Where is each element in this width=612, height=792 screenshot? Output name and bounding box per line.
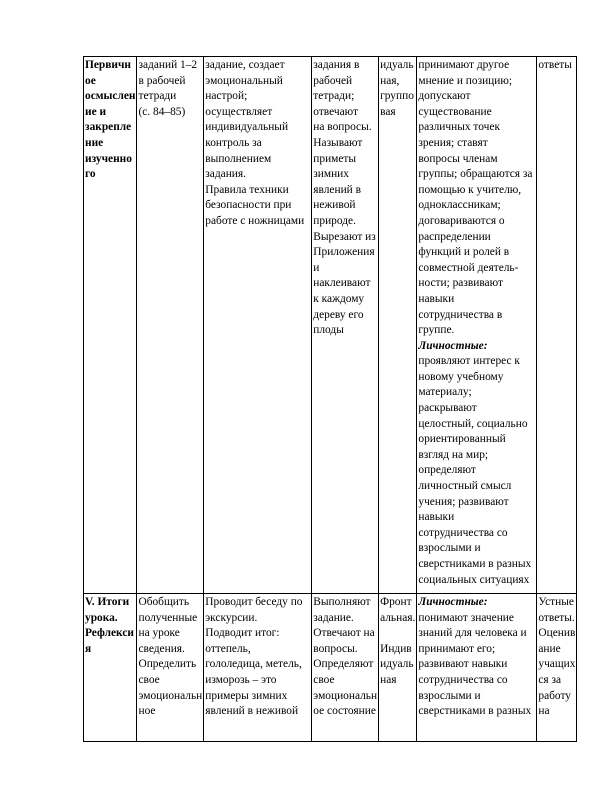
- table-row: [84, 594, 577, 742]
- student-activity-cell: Выполняют задание. Отвечают на вопросы. Определяют свое эмоциональн ое состояние: [312, 594, 379, 742]
- lesson-plan-table: [83, 56, 577, 742]
- table-row: [84, 57, 577, 594]
- control-cell: ответы: [537, 57, 577, 594]
- work-form-cell: идуаль ная, группо вая: [379, 57, 417, 594]
- teacher-activity-cell: задание, создает эмоциональный настрой; осуществляет индивидуальный контроль за выполнением задания. Правила техники безопасности при работе с ножницами: [204, 57, 312, 594]
- stage-cell: V. Итоги урока. Рефлекси я: [84, 594, 137, 742]
- student-activity-cell: задания в рабочей тетради; отвечают на вопросы. Называют приметы зимних явлений в неживой природе. Вырезают из Приложения и наклеивают к каждому дереву его плоды: [312, 57, 379, 594]
- uud-cell: принимают другое мнение и позицию; допускают существование различных точек зрения; ставят вопросы членам группы; обращаются за помощью к учителю, одноклассникам; договариваются о распределении функций и ролей в совместной деятель- ности; развивают навыки сотрудничества в группе. Личностные: проявляют интерес к новому учебному материалу; раскрывают целостный, социально ориентированный взгляд на мир; определяют личностный смысл учения; развивают навыки сотрудничества со взрослыми и сверстниками в разных социальных ситуациях: [417, 57, 537, 594]
- uud-cell: Личностные: понимают значение знаний для человека и принимают его; развивают навыки сотрудничества со взрослыми и сверстниками в разных: [417, 594, 537, 742]
- teacher-activity-cell: Проводит беседу по экскурсии. Подводит итог: оттепель, гололедица, метель, изморозь – это примеры зимних явлений в неживой: [204, 594, 312, 742]
- work-form-cell: Фронт альная. Индив идуаль ная: [379, 594, 417, 742]
- content-cell: заданий 1–2 в рабочей тетради (с. 84–85): [137, 57, 204, 594]
- control-cell: Устные ответы. Оценив ание учащих ся за работу на: [537, 594, 577, 742]
- uud-personal-heading: Личностные:: [418, 596, 488, 608]
- uud-personal-heading: Личностные:: [418, 339, 488, 352]
- stage-cell: Первичн ое осмыслен ие и закрепле ние изученно го: [84, 57, 137, 594]
- content-cell: Обобщить полученные на уроке сведения. Определить свое эмоциональн ное: [137, 594, 204, 742]
